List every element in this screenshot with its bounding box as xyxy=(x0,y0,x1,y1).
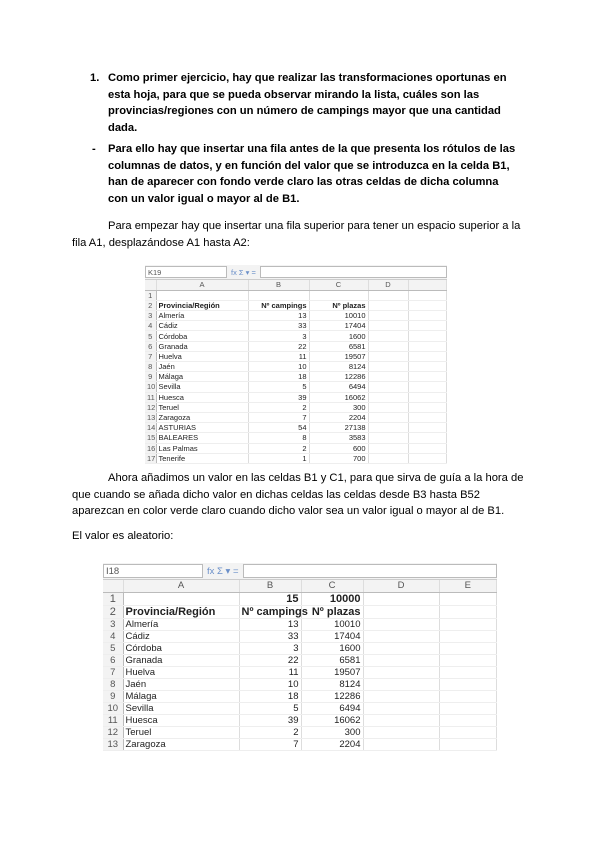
row-header[interactable]: 1 xyxy=(145,290,156,300)
column-header[interactable] xyxy=(103,580,123,592)
cell[interactable] xyxy=(408,412,447,422)
row-header[interactable]: 10 xyxy=(147,382,156,392)
cell[interactable]: 27138 xyxy=(309,423,368,433)
cell[interactable]: 1600 xyxy=(301,642,363,654)
cell[interactable]: 17404 xyxy=(309,321,368,331)
table-row xyxy=(145,331,447,341)
cell[interactable]: Almería xyxy=(123,618,239,630)
cell[interactable] xyxy=(248,290,309,300)
cell[interactable]: Tenerife xyxy=(156,453,248,463)
cell[interactable] xyxy=(439,702,497,714)
row-header[interactable]: 16 xyxy=(147,443,156,453)
table-row xyxy=(103,714,497,726)
column-header[interactable] xyxy=(408,280,447,290)
table-row xyxy=(103,618,497,630)
cell[interactable] xyxy=(368,321,408,331)
cell[interactable]: Huelva xyxy=(156,351,248,361)
table-row xyxy=(145,382,447,392)
cell[interactable] xyxy=(368,300,408,310)
cell[interactable] xyxy=(439,618,497,630)
cell[interactable] xyxy=(408,341,447,351)
cell[interactable]: Nº plazas xyxy=(301,605,363,618)
cell[interactable]: Sevilla xyxy=(123,702,239,714)
cell[interactable]: 22 xyxy=(239,654,301,666)
exercise-detail: Para ello hay que insertar una fila antes de la que presenta los rótulos de las columnas de datos, y en función del valor que se introduzca en la celda B1, han de aparecer con fondo verde claro las otras celdas de dicha columna con un valor igual o mayor al de B1. xyxy=(108,143,516,205)
row-header[interactable]: 10 xyxy=(103,702,123,714)
exercise-instruction: Como primer ejercicio, hay que realizar las transformaciones oportunas en esta hoja, para que se pueda observar mirando la lista, cuáles son las provincias/regiones con un número de campings mayor que una cantidad dada. xyxy=(108,72,507,134)
column-header-row xyxy=(145,280,447,290)
list-number: 1. xyxy=(90,72,100,84)
cell[interactable]: 12286 xyxy=(301,690,363,702)
table-row xyxy=(103,726,497,738)
paragraph-random: El valor es aleatorio: xyxy=(72,530,174,542)
cell[interactable]: 12286 xyxy=(309,372,368,382)
column-header-row xyxy=(103,580,497,592)
row-header[interactable]: 7 xyxy=(145,351,156,361)
cell[interactable]: 2 xyxy=(248,402,309,412)
row-header[interactable]: 3 xyxy=(145,311,156,321)
cell[interactable] xyxy=(368,433,408,443)
cell[interactable]: 19507 xyxy=(309,351,368,361)
cell[interactable] xyxy=(368,453,408,463)
name-box: I18 xyxy=(103,564,203,578)
cell[interactable]: Málaga xyxy=(123,690,239,702)
table-header-row xyxy=(145,300,447,310)
cell[interactable] xyxy=(439,690,497,702)
row-header[interactable]: 17 xyxy=(147,453,156,463)
cell[interactable]: Nº plazas xyxy=(309,300,368,310)
cell[interactable] xyxy=(363,605,439,618)
cell[interactable]: 6494 xyxy=(309,382,368,392)
cell[interactable] xyxy=(439,592,497,605)
row-header[interactable]: 12 xyxy=(103,726,123,738)
cell[interactable]: 18 xyxy=(239,690,301,702)
name-box: K19 xyxy=(145,266,227,278)
row-header[interactable]: 6 xyxy=(145,341,156,351)
cell[interactable] xyxy=(408,351,447,361)
row-header[interactable]: 5 xyxy=(145,331,156,341)
row-header[interactable]: 14 xyxy=(147,423,156,433)
formula-input xyxy=(243,564,498,578)
cell[interactable] xyxy=(368,351,408,361)
cell[interactable]: Cádiz xyxy=(123,630,239,642)
cell[interactable]: 7 xyxy=(239,738,301,750)
table-row xyxy=(145,443,447,453)
cell[interactable] xyxy=(363,714,439,726)
cell[interactable] xyxy=(408,290,447,300)
cell[interactable]: Cádiz xyxy=(156,321,248,331)
cell[interactable]: 19507 xyxy=(301,666,363,678)
cell[interactable] xyxy=(363,726,439,738)
cell[interactable] xyxy=(408,453,447,463)
column-header[interactable]: C xyxy=(309,280,368,290)
row-header[interactable]: 15 xyxy=(147,433,156,443)
row-header[interactable]: 4 xyxy=(103,630,123,642)
cell[interactable] xyxy=(368,372,408,382)
cell[interactable] xyxy=(408,311,447,321)
formula-input xyxy=(260,266,447,278)
row-header[interactable]: 8 xyxy=(145,362,156,372)
cell[interactable] xyxy=(363,678,439,690)
cell[interactable]: 1 xyxy=(248,453,309,463)
row-header[interactable]: 2 xyxy=(145,300,156,310)
row-header[interactable]: 8 xyxy=(103,678,123,690)
column-header[interactable]: D xyxy=(363,580,439,592)
cell[interactable]: 10 xyxy=(239,678,301,690)
cell[interactable]: Córdoba xyxy=(123,642,239,654)
row-header[interactable]: 2 xyxy=(103,605,123,618)
table-row xyxy=(145,351,447,361)
cell[interactable]: Teruel xyxy=(156,402,248,412)
table-row xyxy=(145,362,447,372)
cell[interactable] xyxy=(368,362,408,372)
paragraph-insert-row: Para empezar hay que insertar una fila superior para tener un espacio superior a la fila A1, desplazándose A1 hasta A2: xyxy=(72,220,521,249)
table-row xyxy=(103,702,497,714)
cell[interactable]: 3 xyxy=(248,331,309,341)
cell[interactable]: 10 xyxy=(248,362,309,372)
table-row xyxy=(103,666,497,678)
table-row xyxy=(103,690,497,702)
cell[interactable]: 600 xyxy=(309,443,368,453)
cell[interactable]: Sevilla xyxy=(156,382,248,392)
table-row xyxy=(103,630,497,642)
cell[interactable] xyxy=(408,402,447,412)
table-row xyxy=(145,453,447,463)
cell[interactable]: 5 xyxy=(239,702,301,714)
cell[interactable] xyxy=(156,290,248,300)
cell[interactable] xyxy=(363,690,439,702)
cell[interactable]: 10000 xyxy=(301,592,363,605)
row-header[interactable]: 4 xyxy=(145,321,156,331)
cell[interactable] xyxy=(368,412,408,422)
cell[interactable]: ASTURIAS xyxy=(156,423,248,433)
cell[interactable] xyxy=(408,433,447,443)
table-row xyxy=(145,433,447,443)
cell[interactable]: Teruel xyxy=(123,726,239,738)
list-bullet: - xyxy=(92,143,96,155)
cell[interactable]: Almería xyxy=(156,311,248,321)
row-header[interactable]: 13 xyxy=(103,738,123,750)
table-row xyxy=(145,402,447,412)
cell[interactable]: Málaga xyxy=(156,372,248,382)
cell[interactable]: 39 xyxy=(239,714,301,726)
cell[interactable]: 300 xyxy=(309,402,368,412)
cell[interactable] xyxy=(368,382,408,392)
row-header[interactable]: 1 xyxy=(103,592,123,605)
cell[interactable]: 17404 xyxy=(301,630,363,642)
cell[interactable]: Granada xyxy=(156,341,248,351)
cell[interactable]: Córdoba xyxy=(156,331,248,341)
cell[interactable] xyxy=(408,300,447,310)
row-header[interactable]: 13 xyxy=(147,413,156,423)
cell[interactable]: 6581 xyxy=(309,341,368,351)
cell[interactable]: 16062 xyxy=(309,392,368,402)
cell[interactable] xyxy=(408,423,447,433)
cell[interactable]: 54 xyxy=(248,423,309,433)
cell[interactable]: Zaragoza xyxy=(156,412,248,422)
cell[interactable]: Granada xyxy=(123,654,239,666)
function-icons: fx Σ ▾ = xyxy=(231,267,256,277)
cell[interactable]: 2 xyxy=(248,443,309,453)
cell[interactable]: 8124 xyxy=(301,678,363,690)
cell[interactable] xyxy=(439,714,497,726)
cell[interactable] xyxy=(408,443,447,453)
row-header[interactable]: 6 xyxy=(103,654,123,666)
cell[interactable] xyxy=(123,592,239,605)
column-header[interactable]: B xyxy=(248,280,309,290)
column-header[interactable]: A xyxy=(123,580,239,592)
cell[interactable]: 15 xyxy=(239,592,301,605)
cell[interactable] xyxy=(309,290,368,300)
row-header[interactable]: 7 xyxy=(103,666,123,678)
cell[interactable]: 7 xyxy=(248,412,309,422)
table-row xyxy=(145,412,447,422)
column-header[interactable]: E xyxy=(439,580,497,592)
cell[interactable] xyxy=(368,311,408,321)
cell[interactable]: 16062 xyxy=(301,714,363,726)
cell[interactable]: 2204 xyxy=(301,738,363,750)
cell[interactable] xyxy=(368,443,408,453)
cell[interactable] xyxy=(408,382,447,392)
column-header[interactable]: C xyxy=(301,580,363,592)
cell[interactable] xyxy=(439,642,497,654)
cell[interactable] xyxy=(363,618,439,630)
cell[interactable]: 8124 xyxy=(309,362,368,372)
cell[interactable]: Nº campings xyxy=(239,605,301,618)
cell[interactable] xyxy=(368,392,408,402)
table-header-row xyxy=(103,605,497,618)
cell[interactable]: 6581 xyxy=(301,654,363,666)
row-header[interactable]: 9 xyxy=(145,372,156,382)
cell[interactable]: 11 xyxy=(239,666,301,678)
table-row xyxy=(145,423,447,433)
cell[interactable]: Las Palmas xyxy=(156,443,248,453)
cell[interactable] xyxy=(368,402,408,412)
cell[interactable] xyxy=(439,605,497,618)
spreadsheet-screenshot-1 xyxy=(145,265,447,464)
cell[interactable]: Provincia/Región xyxy=(123,605,239,618)
cell[interactable]: 2204 xyxy=(309,412,368,422)
column-header[interactable]: B xyxy=(239,580,301,592)
cell[interactable] xyxy=(408,362,447,372)
table-row xyxy=(145,392,447,402)
cell[interactable]: 8 xyxy=(248,433,309,443)
table-row xyxy=(145,341,447,351)
cell[interactable]: 1600 xyxy=(309,331,368,341)
cell[interactable] xyxy=(363,654,439,666)
cell[interactable]: 33 xyxy=(248,321,309,331)
cell[interactable]: 10010 xyxy=(301,618,363,630)
table-row xyxy=(145,290,447,300)
paragraph-add-value: Ahora añadimos un valor en las celdas B1 y C1, para que sirva de guía a la hora de que cuando se añada dicho valor en dichas celdas las celdas desde B3 hasta B52 aparezcan en color verde claro cuando dicho valor sea un valor igual o mayor al de B1. xyxy=(72,472,524,517)
cell[interactable]: Zaragoza xyxy=(123,738,239,750)
cell[interactable] xyxy=(439,738,497,750)
cell[interactable]: Huesca xyxy=(123,714,239,726)
cell[interactable] xyxy=(439,666,497,678)
cell[interactable]: Nº campings xyxy=(248,300,309,310)
cell[interactable] xyxy=(368,290,408,300)
cell[interactable]: 11 xyxy=(248,351,309,361)
table-row xyxy=(103,642,497,654)
cell[interactable] xyxy=(408,392,447,402)
table-row xyxy=(103,654,497,666)
cell[interactable] xyxy=(439,630,497,642)
cell[interactable] xyxy=(408,321,447,331)
cell[interactable] xyxy=(408,331,447,341)
cell[interactable]: Jaén xyxy=(123,678,239,690)
table-row xyxy=(145,311,447,321)
cell[interactable]: 5 xyxy=(248,382,309,392)
cell[interactable]: 33 xyxy=(239,630,301,642)
cell[interactable] xyxy=(363,630,439,642)
cell[interactable] xyxy=(439,678,497,690)
cell[interactable]: 22 xyxy=(248,341,309,351)
cell[interactable]: 13 xyxy=(248,311,309,321)
cell[interactable]: 3583 xyxy=(309,433,368,443)
cell[interactable] xyxy=(363,702,439,714)
cell[interactable]: 10010 xyxy=(309,311,368,321)
cell[interactable]: 3 xyxy=(239,642,301,654)
column-header[interactable]: D xyxy=(368,280,408,290)
cell[interactable]: BALEARES xyxy=(156,433,248,443)
cell[interactable] xyxy=(368,341,408,351)
table-row xyxy=(103,592,497,605)
function-icons: fx Σ ▾ = xyxy=(207,565,239,577)
cell[interactable] xyxy=(363,666,439,678)
spreadsheet-screenshot-2 xyxy=(103,563,497,751)
cell[interactable]: Jaén xyxy=(156,362,248,372)
cell[interactable] xyxy=(439,726,497,738)
cell[interactable] xyxy=(363,738,439,750)
row-header[interactable]: 9 xyxy=(103,690,123,702)
cell[interactable] xyxy=(439,654,497,666)
row-header[interactable]: 11 xyxy=(103,714,123,726)
column-header[interactable] xyxy=(145,280,156,290)
cell[interactable]: 39 xyxy=(248,392,309,402)
cell[interactable]: 13 xyxy=(239,618,301,630)
cell[interactable] xyxy=(363,592,439,605)
row-header[interactable]: 12 xyxy=(147,402,156,412)
cell[interactable] xyxy=(368,331,408,341)
cell[interactable] xyxy=(363,642,439,654)
cell[interactable]: 18 xyxy=(248,372,309,382)
cell[interactable] xyxy=(408,372,447,382)
row-header[interactable]: 3 xyxy=(103,618,123,630)
cell[interactable]: Huesca xyxy=(156,392,248,402)
row-header[interactable]: 5 xyxy=(103,642,123,654)
table-row xyxy=(103,738,497,750)
cell[interactable]: Huelva xyxy=(123,666,239,678)
cell[interactable]: Provincia/Región xyxy=(156,300,248,310)
cell[interactable] xyxy=(368,423,408,433)
table-row xyxy=(145,372,447,382)
table-row xyxy=(103,678,497,690)
row-header[interactable]: 11 xyxy=(147,392,155,402)
cell[interactable]: 700 xyxy=(309,453,368,463)
cell[interactable]: 300 xyxy=(301,726,363,738)
cell[interactable]: 6494 xyxy=(301,702,363,714)
column-header[interactable]: A xyxy=(156,280,248,290)
table-row xyxy=(145,321,447,331)
cell[interactable]: 2 xyxy=(239,726,301,738)
